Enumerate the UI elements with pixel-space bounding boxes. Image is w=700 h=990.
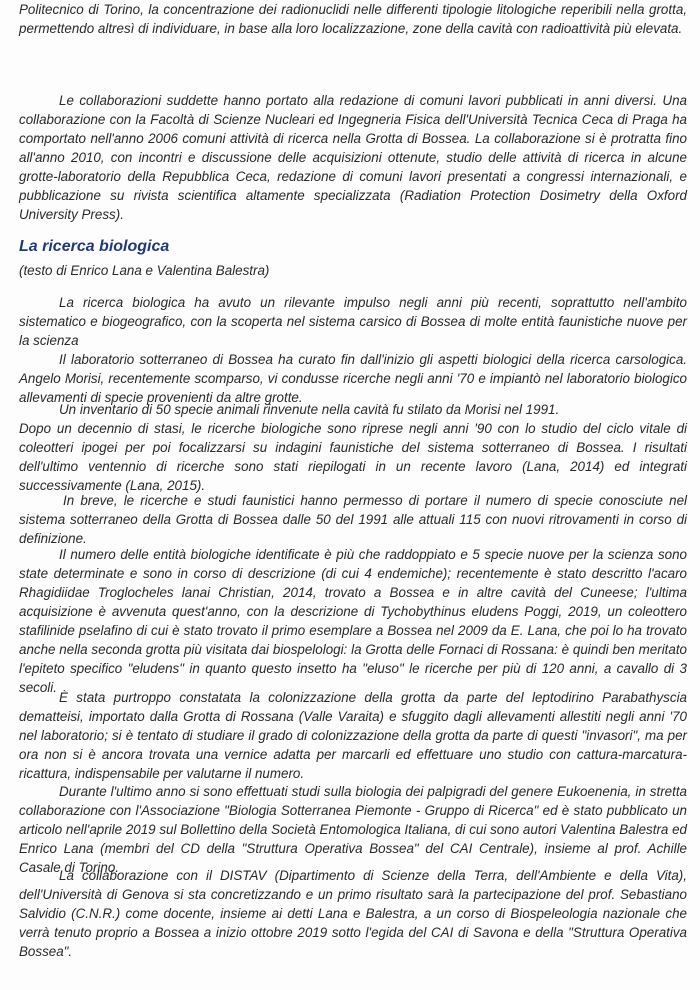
body-paragraph-4: Dopo un decennio di stasi, le ricerche biologiche sono riprese negli anni '90 con lo studio del ciclo vitale di coleotteri ipogei per poi focalizzarsi su indagini faunistiche del sistema sotterraneo di Bossea. I risultati dell'ultimo ventennio di ricerche sono stati riepilogati in un recente lavoro (Lana, 2014) ed integrati successivamente (Lana, 2015). — [19, 421, 687, 493]
body-paragraph-2: Il laboratorio sotterraneo di Bossea ha curato fin dall'inizio gli aspetti biologici della ricerca carsologica. Angelo Morisi, recentemente scomparso, vi condusse ricerche negli anni '70 e impiantò nel laboratorio biologico allevamenti di specie provenienti da altre grotte. — [19, 352, 687, 405]
section-authors: (testo di Enrico Lana e Valentina Balestra) — [19, 263, 270, 278]
body-paragraph-9: La collaborazione con il DISTAV (Dipartimento di Scienze della Terra, dell'Ambiente e della Vita), dell'Università di Genova si sta concretizzando e un primo risultato sarà la partecipazione del prof. Sebastiano Salvidio (C.N.R.) come docente, insieme ai detti Lana e Balestra, a un corso di Biospeleologia nazionale che verrà tenuto proprio a Bossea a inizio ottobre 2019 sotto l'egida del CAI di Savona e della "Struttura Operativa Bossea". — [19, 868, 687, 959]
body-paragraph-3: Un inventario di 50 specie animali rinvenute nella cavità fu stilato da Morisi nel 1991. — [59, 402, 560, 417]
body-paragraph-6: Il numero delle entità biologiche identificate è più che raddoppiato e 5 specie nuove per la scienza sono state determinate e sono in corso di descrizione (di cui 4 endemiche); recentemente è stato descritto l'acaro Rhagidiidae Troglocheles lanai Christian, 2014, trovato a Bossea e in altre cavità del Cuneese; l'ultima acquisizione è avvenuta quest'anno, con la descrizione di Tychobythinus eludens Poggi, 2019, un coleottero stafilinide pselafino di cui è stato trovato il primo esemplare a Bossea nel 2009 da E. Lana, che poi lo ha trovato anche nella seconda grotta più visitata dai biospelologi: la Grotta delle Fornaci di Rossana: è quindi ben meritato l'epiteto specifico "eludens" in quanto questo insetto ha "eluso" le ricerche per più di 120 anni, a cavallo di 3 secoli. — [19, 547, 687, 695]
section-title: La ricerca biologica — [19, 238, 170, 255]
intro-paragraph-1: Politecnico di Torino, la concentrazione dei radionuclidi nelle differenti tipologie litologiche reperibili nella grotta, permettendo altresì di individuare, in base alla loro localizzazione, zone della cavità con radioattività più elevata. — [19, 2, 687, 36]
intro-paragraph-2: Le collaborazioni suddette hanno portato alla redazione di comuni lavori pubblicati in anni diversi. Una collaborazione con la Facoltà di Scienze Nucleari ed Ingegneria Fisica dell'Università Tecnica Ceca di Praga ha comportato nell'anno 2006 comuni attività di ricerca nella Grotta di Bossea. La collaborazione si è protratta fino all'anno 2010, con incontri e discussione delle acquisizioni ottenute, studio delle attività di ricerca in alcune grotte-laboratorio della Repubblica Ceca, redazione di comuni lavori presentati a congressi internazionali, e pubblicazione su rivista scientifica altamente specializzata (Radiation Protection Dosimetry della Oxford University Press). — [19, 93, 687, 222]
body-paragraph-8: Durante l'ultimo anno si sono effettuati studi sulla biologia dei palpigradi del genere Eukoenenia, in stretta collaborazione con l'Associazione "Biologia Sotterranea Piemonte - Gruppo di Ricerca" ed è stato pubblicato un articolo nell'aprile 2019 sul Bollettino della Società Entomologica Italiana, di cui sono autori Valentina Balestra ed Enrico Lana (membri del CD della "Struttura Operativa Bossea" del CAI Centrale), insieme al prof. Achille Casale di Torino. — [19, 784, 687, 875]
body-paragraph-7: È stata purtroppo constatata la colonizzazione della grotta da parte del leptodirino Parabathyscia dematteisi, importato dalla Grotta di Rossana (Valle Varaita) e sfuggito dagli allevamenti allestiti negli anni '70 nel laboratorio; si è tentato di studiare il grado di colonizzazione della grotta da parte di questi "invasori", ma per ora non si è ancora trovata una vernice adatta per marcarli ed effettuare uno studio con cattura-marcatura-ricattura, indispensabile per valutarne il numero. — [19, 690, 687, 781]
body-paragraph-5: In breve, le ricerche e studi faunistici hanno permesso di portare il numero di specie conosciute nel sistema sotterraneo della Grotta di Bossea dalle 50 del 1991 alle attuali 115 con nuovi ritrovamenti in corso di definizione. — [19, 493, 687, 546]
body-paragraph-1: La ricerca biologica ha avuto un rilevante impulso negli anni più recenti, soprattutto nell'ambito sistematico e biogeografico, con la scoperta nel sistema carsico di Bossea di molte entità faunistiche nuove per la scienza — [19, 295, 687, 348]
